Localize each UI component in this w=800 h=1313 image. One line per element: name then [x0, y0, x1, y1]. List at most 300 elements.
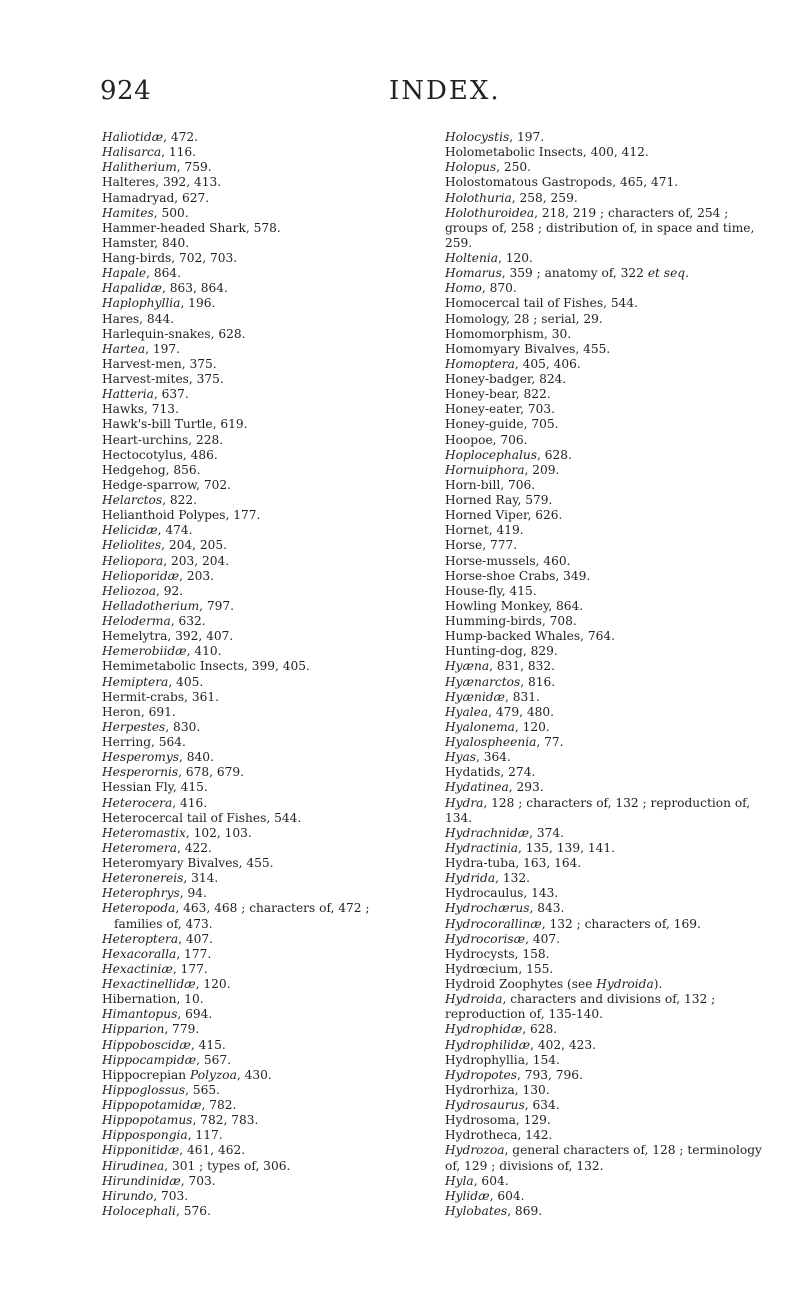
index-entry	[102, 1128, 432, 1143]
index-text: , 132 ; characters of, 169.	[541, 916, 701, 931]
index-entry	[102, 538, 432, 553]
index-entry	[102, 811, 432, 826]
index-term-italic: Hydroida	[445, 992, 503, 1007]
index-text: Heteromyary Bivalves, 455.	[102, 856, 274, 870]
index-entry	[102, 266, 432, 281]
index-text: , 77.	[536, 735, 564, 749]
index-text: , 402, 423.	[530, 1037, 596, 1052]
index-entry	[445, 932, 775, 947]
index-text: , 364.	[476, 750, 511, 765]
index-text: , 782.	[201, 1098, 237, 1112]
index-text: , 258, 259.	[511, 190, 578, 205]
index-term-italic: Hyænarctos	[445, 674, 521, 689]
index-text: Hibernation, 10.	[102, 992, 204, 1007]
index-entry	[445, 720, 775, 735]
index-text: Hemimetabolic Insects, 399, 405.	[102, 659, 310, 674]
index-text: , characters and divisions of, 132 ; reproduction of, 135-140.	[445, 992, 716, 1022]
index-entry	[445, 296, 775, 311]
index-entry	[102, 629, 432, 644]
index-column-right	[445, 130, 775, 1219]
index-text: ).	[653, 977, 663, 991]
index-entry	[445, 675, 775, 690]
index-entry	[102, 478, 432, 493]
index-entry	[445, 175, 775, 190]
index-entry	[102, 856, 432, 871]
index-text: Holometabolic Insects, 400, 412.	[445, 145, 649, 160]
index-text: Hydrophyllia, 154.	[445, 1052, 560, 1067]
index-text: , 209.	[524, 462, 560, 477]
index-text: , 628.	[522, 1022, 558, 1037]
index-entry	[445, 644, 775, 659]
index-entry	[445, 508, 775, 523]
index-term-italic: Hydrozoa	[445, 1143, 505, 1158]
index-text: Hydroid Zoophytes (see	[445, 977, 597, 991]
index-entry	[445, 206, 775, 251]
index-text: , 102, 103.	[185, 825, 252, 840]
index-entry	[445, 372, 775, 387]
index-text: Hunting-dog, 829.	[445, 644, 558, 659]
index-entry	[102, 932, 432, 947]
index-term-italic: Heliolites	[102, 538, 162, 553]
index-term-italic: Heloderma	[102, 614, 171, 628]
index-entry	[102, 886, 432, 901]
index-text: , 128 ; characters of, 132 ; reproduction of, 134.	[445, 795, 751, 825]
index-text: Hawk's-bill Turtle, 619.	[102, 417, 248, 432]
index-text: , 204, 205.	[161, 538, 228, 553]
index-entry	[445, 977, 775, 992]
index-term-italic: Heteromera	[102, 840, 177, 855]
index-term-italic: Hyalonema	[445, 719, 515, 734]
index-entry	[102, 281, 432, 296]
index-term-italic: Hapale	[102, 266, 147, 281]
index-entry	[102, 871, 432, 886]
index-text: Helianthoid Polypes, 177.	[102, 508, 261, 523]
index-term-italic: Heteroptera	[102, 931, 179, 946]
index-term-italic: Hydrocorallinæ	[445, 916, 542, 931]
index-entry	[445, 387, 775, 402]
index-text: , 203.	[179, 568, 214, 583]
index-text: , 816.	[520, 674, 556, 689]
index-entry	[445, 901, 775, 916]
index-text: Honey-bear, 822.	[445, 387, 551, 402]
index-text: , 759.	[176, 160, 212, 175]
index-entry	[445, 463, 775, 478]
index-entry	[445, 629, 775, 644]
index-text: , 416.	[172, 795, 208, 810]
index-term-italic: Homo	[445, 281, 482, 296]
index-entry	[445, 523, 775, 538]
index-entry	[445, 780, 775, 795]
index-term-italic: Hamites	[102, 205, 154, 220]
index-entry	[445, 917, 775, 932]
index-text: Holostomatous Gastropods, 465, 471.	[445, 175, 679, 190]
index-text: Hemelytra, 392, 407.	[102, 629, 234, 644]
index-text: , 822.	[162, 493, 198, 507]
index-text: , 132.	[495, 871, 530, 886]
index-text: , 405.	[168, 674, 204, 689]
index-term-italic: Holothuroidea	[445, 205, 535, 220]
index-term-italic: Hesperomys	[102, 750, 179, 765]
index-text: Heterocercal tail of Fishes, 544.	[102, 810, 302, 825]
index-entry	[102, 1022, 432, 1037]
index-term-italic: Hydropotes	[445, 1067, 517, 1082]
index-entry	[102, 947, 432, 962]
index-term-italic: Hydroida	[596, 977, 654, 991]
index-text: Heron, 691.	[102, 704, 176, 719]
index-term-italic: Hippoglossus	[102, 1082, 186, 1097]
index-text: , 797.	[199, 598, 235, 613]
index-text: Hessian Fly, 415.	[102, 780, 208, 795]
index-text: Hydrorhiza, 130.	[445, 1082, 550, 1097]
index-term-italic: Hydrachnidæ	[445, 825, 530, 840]
index-term-italic: Holocephali	[102, 1203, 176, 1218]
index-entry	[102, 690, 432, 705]
index-term-italic: Hylobates	[445, 1203, 508, 1218]
index-column-left	[102, 130, 432, 1219]
index-entry	[445, 659, 775, 674]
index-entry	[102, 312, 432, 327]
index-text: Horse-shoe Crabs, 349.	[445, 568, 591, 583]
index-text: , 831.	[504, 689, 540, 704]
index-text: , 135, 139, 141.	[518, 840, 615, 855]
index-entry	[445, 947, 775, 962]
index-entry	[102, 327, 432, 342]
index-text: , 120.	[498, 251, 533, 265]
index-text: , 374.	[529, 825, 564, 840]
index-entry	[445, 342, 775, 357]
index-term-italic: Hylidæ	[445, 1188, 490, 1203]
index-text: , 793, 796.	[516, 1067, 583, 1082]
index-entry	[102, 599, 432, 614]
index-text: Hawks, 713.	[102, 402, 179, 417]
index-entry	[445, 705, 775, 720]
index-text: , 120.	[514, 719, 550, 734]
index-entry	[445, 1098, 775, 1113]
index-entry	[102, 735, 432, 750]
index-text: Herring, 564.	[102, 735, 186, 749]
index-term-italic: Hyalea	[445, 704, 489, 719]
index-text: , 779.	[164, 1022, 200, 1037]
index-term-italic: Hyalospheenia	[445, 735, 537, 749]
index-term-italic: Haplophyllia	[102, 296, 181, 311]
index-text: , 116.	[161, 145, 197, 160]
index-text: , 430.	[236, 1067, 272, 1082]
index-text: Hammer-headed Shark, 578.	[102, 220, 281, 235]
index-text: Homology, 28 ; serial, 29.	[445, 311, 603, 326]
index-term-italic: Heliopora	[102, 553, 164, 568]
index-text: Hang-birds, 702, 703.	[102, 251, 238, 265]
index-term-italic: Hesperornis	[102, 765, 179, 780]
index-term-italic: Hydrochærus	[445, 901, 530, 916]
index-entry	[445, 1128, 775, 1143]
index-entry	[445, 417, 775, 432]
index-entry	[102, 387, 432, 402]
index-entry	[445, 554, 775, 569]
index-term-italic: Hipponitidæ	[102, 1143, 180, 1158]
index-entry	[102, 765, 432, 780]
index-text: Hectocotylus, 486.	[102, 447, 218, 462]
index-entry	[102, 372, 432, 387]
index-entry	[102, 977, 432, 992]
index-text: Horn-bill, 706.	[445, 477, 536, 492]
index-term-italic: Hydractinia	[445, 840, 519, 855]
index-term-italic: Hyænidæ	[445, 689, 505, 704]
index-text: Horned Ray, 579.	[445, 493, 553, 507]
index-entry	[102, 1098, 432, 1113]
index-entry	[102, 145, 432, 160]
index-text: , 831, 832.	[489, 659, 555, 674]
index-entry	[445, 841, 775, 856]
index-term-italic: Herpestes	[102, 719, 166, 734]
index-entry	[445, 1143, 775, 1173]
index-text: , 604.	[473, 1173, 509, 1188]
index-entry	[102, 796, 432, 811]
index-term-italic: Hirundinidæ	[102, 1173, 181, 1188]
index-entry	[445, 312, 775, 327]
index-entry	[445, 281, 775, 296]
index-entry	[445, 160, 775, 175]
index-entry	[102, 841, 432, 856]
index-term-italic: Heliozoa	[102, 583, 156, 598]
index-text: , 197.	[145, 341, 180, 356]
index-text: Harvest-men, 375.	[102, 356, 217, 371]
index-term-italic: Hexactiniæ	[102, 961, 173, 976]
index-term-italic: Holothuria	[445, 190, 512, 205]
index-text: , 463, 468 ; characters of, 472 ;	[175, 901, 370, 916]
index-text: , 703.	[153, 1188, 189, 1203]
index-term-italic: Homoptera	[445, 356, 515, 371]
index-entry	[102, 130, 432, 145]
index-entry	[102, 675, 432, 690]
index-entry	[445, 251, 775, 266]
index-text: Hydrosoma, 129.	[445, 1113, 551, 1128]
index-entry	[102, 1007, 432, 1022]
index-entry	[102, 493, 432, 508]
index-text: , 472.	[163, 130, 198, 144]
index-text: , 120.	[195, 977, 231, 991]
index-entry	[102, 191, 432, 206]
index-text: Homomorphism, 30.	[445, 326, 572, 341]
index-text: , 92.	[156, 583, 184, 598]
index-term-italic: Hydrosaurus	[445, 1098, 525, 1112]
index-entry	[102, 1159, 432, 1174]
index-entry	[445, 357, 775, 372]
index-text: Homocercal tail of Fishes, 544.	[445, 296, 638, 311]
index-entry	[102, 221, 432, 236]
index-term-italic: Heterophrys	[102, 886, 180, 901]
index-text: , 500.	[153, 205, 189, 220]
index-text: , 843.	[529, 901, 565, 916]
index-text: Hydrœcium, 155.	[445, 961, 554, 976]
index-term-italic: Himantopus	[102, 1007, 178, 1022]
index-term-italic: Halitherium	[102, 160, 177, 175]
index-text: Hares, 844.	[102, 311, 175, 326]
index-text: Halteres, 392, 413.	[102, 175, 222, 190]
index-text: Honey-badger, 824.	[445, 372, 567, 386]
index-entry	[102, 780, 432, 795]
index-entry	[102, 1068, 432, 1083]
index-entry	[445, 191, 775, 206]
index-entry	[445, 1204, 775, 1219]
index-text: Hoopoe, 706.	[445, 432, 528, 447]
index-entry	[445, 856, 775, 871]
index-entry	[102, 1038, 432, 1053]
index-text: Honey-eater, 703.	[445, 402, 555, 417]
index-entry	[445, 538, 775, 553]
index-term-italic: Hatteria	[102, 387, 154, 402]
index-entry	[102, 750, 432, 765]
index-term-italic: Hydrida	[445, 871, 496, 886]
index-entry	[445, 402, 775, 417]
index-text: , 94.	[179, 886, 207, 901]
index-entry	[445, 886, 775, 901]
index-text: Hydrocysts, 158.	[445, 946, 550, 961]
index-text: Hamster, 840.	[102, 235, 190, 250]
index-text: Hermit-crabs, 361.	[102, 689, 219, 704]
index-entry	[102, 554, 432, 569]
index-text: Hornet, 419.	[445, 523, 524, 538]
index-text: Harvest-mites, 375.	[102, 372, 224, 386]
index-term-italic: Hapalidæ	[102, 281, 163, 296]
index-entry	[445, 569, 775, 584]
index-text: , 870.	[481, 281, 517, 296]
index-term-italic: Holtenia	[445, 251, 498, 265]
index-entry	[102, 614, 432, 629]
index-entry	[102, 584, 432, 599]
index-term-italic: Hydrocorisæ	[445, 931, 526, 946]
index-text: , 117.	[187, 1128, 223, 1143]
index-term-italic: Hippocampidæ	[102, 1052, 197, 1067]
index-entry	[102, 175, 432, 190]
index-text: , 407.	[178, 931, 214, 946]
index-term-italic: Heteronereis	[102, 871, 184, 886]
index-text: Hedgehog, 856.	[102, 462, 201, 477]
index-text: , 293.	[508, 780, 544, 795]
index-entry	[102, 1113, 432, 1128]
index-term-italic: Hartea	[102, 341, 146, 356]
index-entry	[102, 417, 432, 432]
index-term-italic: Hippopotamidæ	[102, 1098, 202, 1112]
index-entry	[102, 720, 432, 735]
index-entry	[102, 463, 432, 478]
index-term-italic: Helicidæ	[102, 523, 158, 538]
index-term-italic: Hexactinellidæ	[102, 977, 196, 991]
index-term-italic: Hippopotamus	[102, 1113, 193, 1128]
index-entry	[102, 1189, 432, 1204]
index-text: House-fly, 415.	[445, 583, 537, 598]
index-term-italic: Hyæna	[445, 659, 490, 674]
index-text: Hamadryad, 627.	[102, 190, 210, 205]
index-entry	[445, 1113, 775, 1128]
index-text: , 196.	[180, 296, 216, 311]
index-term-italic: Hyla	[445, 1173, 474, 1188]
index-term-italic: Homarus	[445, 266, 502, 281]
index-entry	[102, 1143, 432, 1158]
index-entry	[102, 508, 432, 523]
index-text: , 694.	[177, 1007, 213, 1022]
index-text: , 301 ; types of, 306.	[164, 1158, 291, 1173]
index-entry	[445, 1083, 775, 1098]
index-term-italic: Heteromastix	[102, 825, 186, 840]
index-entry	[102, 296, 432, 311]
index-term-italic: Hipparion	[102, 1022, 165, 1037]
index-text: Hedge-sparrow, 702.	[102, 477, 231, 492]
index-entry	[445, 1189, 775, 1204]
index-term-italic: Holocystis	[445, 130, 510, 144]
index-term-italic: Hirudinea	[102, 1158, 165, 1173]
index-entry	[445, 145, 775, 160]
index-entry	[102, 826, 432, 841]
index-entry	[102, 1204, 432, 1219]
index-text: , 479, 480.	[488, 704, 555, 719]
index-entry	[102, 992, 432, 1007]
index-entry	[102, 523, 432, 538]
index-entry	[445, 599, 775, 614]
index-entry	[102, 1053, 432, 1068]
index-entry	[445, 796, 775, 826]
index-entry	[445, 765, 775, 780]
index-entry	[102, 705, 432, 720]
index-entry	[445, 1053, 775, 1068]
index-text: , 203, 204.	[163, 553, 230, 568]
index-text: , 359 ; anatomy of, 322	[501, 266, 648, 281]
index-term-italic: Polyzoa	[190, 1067, 237, 1082]
index-entry	[102, 402, 432, 417]
index-entry	[445, 478, 775, 493]
index-term-italic: Haliotidæ	[102, 130, 164, 144]
index-entry	[445, 1022, 775, 1037]
index-text: , 863, 864.	[162, 281, 228, 296]
index-entry	[445, 735, 775, 750]
index-text: , 703.	[180, 1173, 216, 1188]
index-entry	[102, 644, 432, 659]
index-term-italic: Holopus	[445, 160, 497, 175]
index-entry	[445, 871, 775, 886]
index-term-italic: Hyas	[445, 750, 477, 765]
index-entry	[445, 962, 775, 977]
index-term-italic: Hirundo	[102, 1188, 154, 1203]
index-text: , 407.	[525, 931, 560, 946]
index-text: , 405, 406.	[514, 356, 581, 371]
index-text: Hydra-tuba, 163, 164.	[445, 856, 582, 870]
index-text: , 634.	[524, 1098, 560, 1112]
index-text: Hydrocaulus, 143.	[445, 886, 559, 901]
index-text: , 840.	[178, 750, 214, 765]
index-entry	[102, 659, 432, 674]
index-entry	[445, 750, 775, 765]
index-text: , 250.	[496, 160, 531, 175]
index-text: , 314.	[183, 871, 219, 886]
index-entry	[102, 448, 432, 463]
index-text: Honey-guide, 705.	[445, 417, 559, 432]
index-text: Horse-mussels, 460.	[445, 553, 571, 568]
index-text: , 628.	[536, 447, 572, 462]
index-term-italic: Helladotherium	[102, 598, 200, 613]
page-number: 924	[100, 76, 152, 106]
index-term-italic: Hydrophilidæ	[445, 1037, 531, 1052]
index-text: , 830.	[165, 719, 201, 734]
index-text: Homomyary Bivalves, 455.	[445, 341, 611, 356]
index-text: Hump-backed Whales, 764.	[445, 629, 616, 644]
index-entry	[445, 992, 775, 1022]
index-text: , 782, 783.	[192, 1113, 259, 1128]
index-entry	[445, 826, 775, 841]
index-text: , 632.	[170, 614, 206, 628]
index-entry	[102, 1083, 432, 1098]
index-term-italic: et seq.	[647, 266, 689, 281]
index-term-italic: Hemerobiidæ	[102, 644, 187, 659]
index-text: , 567.	[196, 1052, 231, 1067]
